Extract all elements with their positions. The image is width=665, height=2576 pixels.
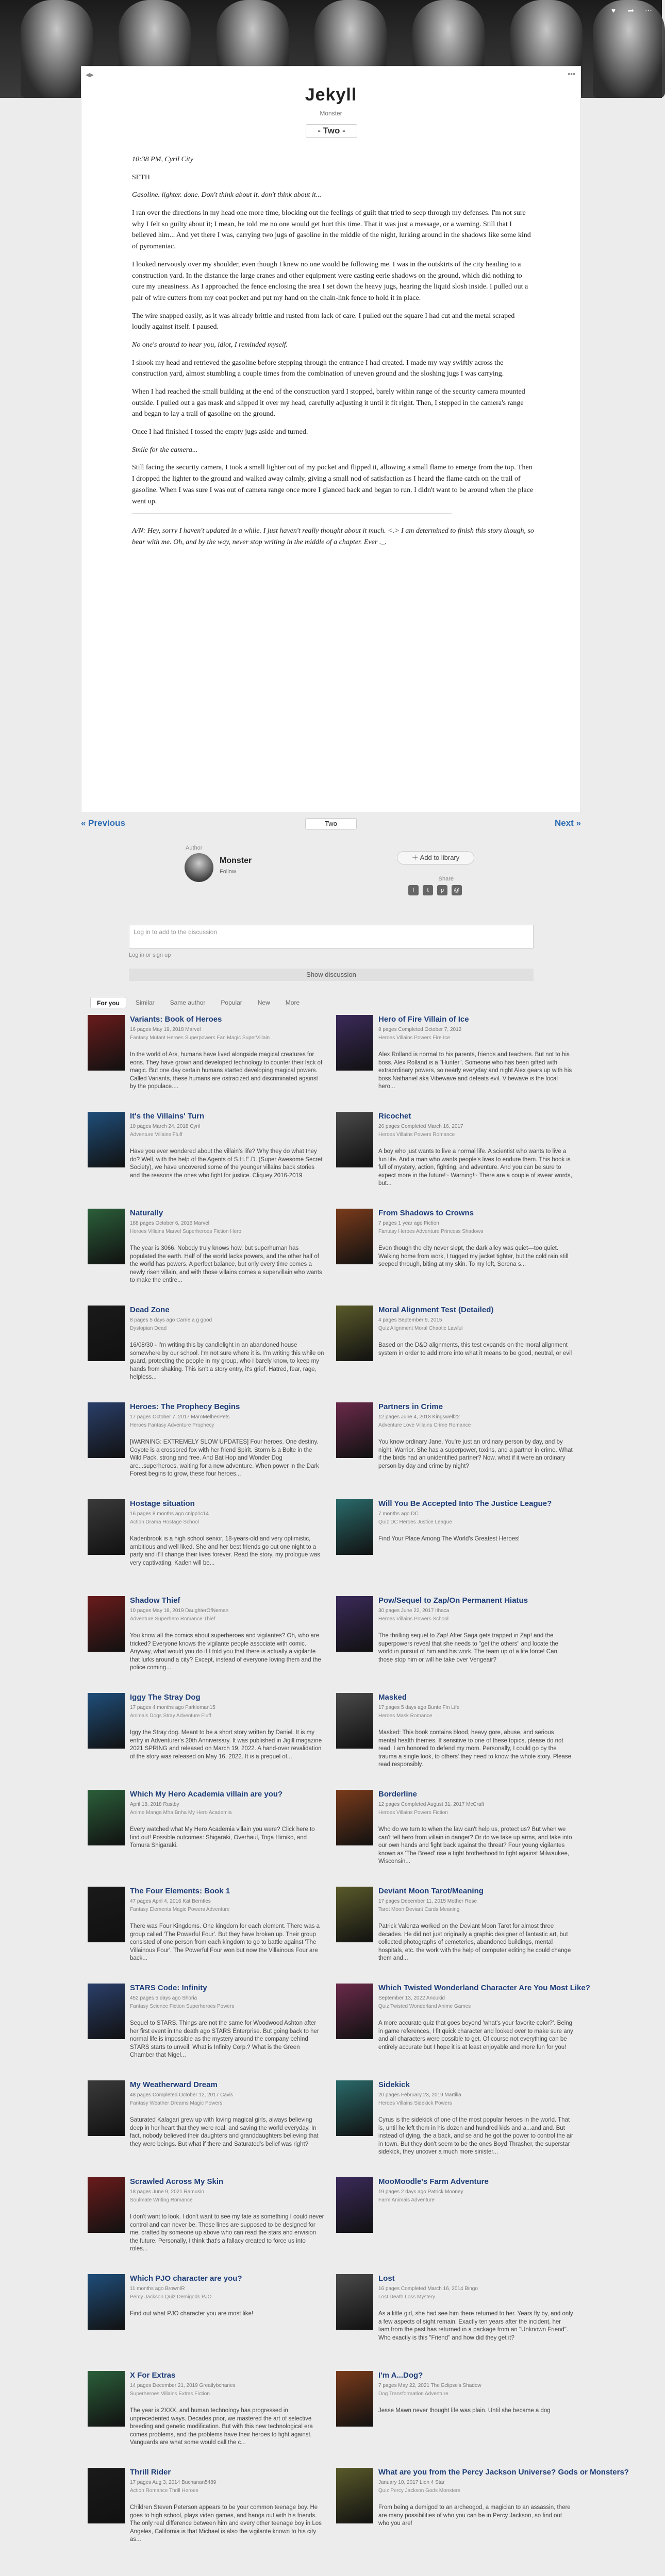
story-paragraph: The wire snapped easily, as it was already brittle and rusted from lack of care. I pulled out the square I had cut and the metal scraped loudly against itself. I paused. — [132, 312, 515, 331]
rec-title[interactable]: Thrill Rider — [130, 2468, 171, 2477]
rec-title[interactable]: Which PJO character are you? — [130, 2274, 242, 2283]
rec-title[interactable]: Scrawled Across My Skin — [130, 2177, 224, 2186]
rec-description: Masked: This book contains blood, heavy gore, abuse, and serious mental health themes. If sensitive to one of these topics, please do not read. I am honored to defend my mom. Personally, I could go by the trauma a single look, to others' they need to know the whole story. Please read responsibly. — [378, 1730, 572, 1768]
rec-card[interactable] — [88, 1693, 326, 1786]
rec-meta: 17 pages October 7, 2017 MaroMelbesPets — [130, 1414, 230, 1420]
rec-tags[interactable]: Dog Transformation Adventure — [378, 2391, 448, 2397]
rec-meta: 47 pages April 4, 2016 Kat Berntles — [130, 1899, 211, 1904]
tab-more[interactable]: More — [285, 999, 300, 1006]
chapter-select[interactable]: Two — [305, 818, 357, 829]
rec-cover-image[interactable] — [88, 2274, 125, 2330]
rec-cover-image[interactable] — [336, 2371, 373, 2427]
story-paragraph: No one's around to hear you, idiot, I reminded myself. — [132, 341, 288, 349]
rec-meta: 8 pages 5 days ago Carrie a g good — [130, 1317, 212, 1323]
rec-description: Kadenbrook is a high school senior, 18-years-old and very optimistic, ambitious and well liked. She and her best friends go out one night to a party and it'll change their lives forever. Read the story, my prologue was very captivating. Kaden will be... — [130, 1536, 320, 1566]
rec-card[interactable] — [88, 1887, 326, 1979]
rec-card[interactable] — [336, 1209, 574, 1301]
rec-cover-image[interactable] — [336, 1209, 373, 1264]
discussion-input[interactable]: Log in to add to the discussion — [129, 925, 534, 948]
rec-tags[interactable]: Quiz Twisted Wonderland Anime Games — [378, 2004, 471, 2009]
rec-description: As a little girl, she had see him there returned to her. Years fly by, and only a few aspects of sight remain. Exactly ten years after the incident, her liam from the past has returned in a package from an "Unknown Friend". Who exactly is this "Friend" and how did they get it? — [378, 2311, 573, 2341]
rec-title[interactable]: Hostage situation — [130, 1499, 195, 1508]
rec-cover-image[interactable] — [336, 1790, 373, 1845]
share-label: Share — [438, 876, 454, 882]
rec-meta: 30 pages June 22, 2017 Ithaca — [378, 1608, 450, 1614]
email-icon[interactable]: @ — [452, 885, 462, 895]
previous-link[interactable]: « Previous — [81, 818, 125, 828]
rec-tags[interactable]: Fantasy Mutant Heroes Superpowers Fan Magic SuperVillain — [130, 1035, 270, 1041]
rec-cover-image[interactable] — [336, 2468, 373, 2523]
tab-similar[interactable]: Similar — [136, 999, 155, 1006]
story-title: Jekyll — [305, 85, 357, 105]
story-fandom[interactable]: Monster — [320, 110, 342, 117]
rec-meta: 17 pages Aug 3, 2014 Buchanan5489 — [130, 2480, 217, 2485]
rec-meta: 10 pages May 18, 2019 DaughterOfNeman — [130, 1608, 229, 1614]
story-paragraph: I ran over the directions in my head one more time, blocking out the feelings of guilt that tried to seep through my defenses. I'm not sure why I felt so guilty about it; I mean, he told me no one would get hurt this time. That it was just a message, or a warning. Still that I believed him... And yet there I was, carrying two jugs of gasoline in the middle of the night, lurking around in the shadows like some kind of pyromaniac. — [132, 209, 531, 251]
rec-meta: 16 pages 8 months ago cnlpp1c14 — [130, 1511, 209, 1517]
rec-card[interactable] — [88, 2274, 326, 2367]
rec-card[interactable] — [88, 1209, 326, 1301]
add-to-library-button[interactable]: ＋ Add to library — [397, 851, 474, 865]
author-note: A/N: Hey, sorry I haven't updated in a while. I just haven't really thought about it much. <.> I am determined to finish this story though, so bear with me. Oh, and by the way, never stop writing in the middle of a chapter. Ever ._. — [132, 527, 534, 546]
rec-description: Patrick Valenza worked on the Deviant Moon Tarot for almost three decades. He did not just originally a graphic designer of fantastic art, but collected photographs of cemeteries, abandoned buildings, mental hospitals, etc. the work with the help of computer editing he could change them and... — [378, 1923, 571, 1962]
recommendations-grid — [88, 1015, 629, 2561]
add-to-library-label: Add to library — [420, 854, 460, 861]
tab-for-you[interactable]: For you — [90, 997, 126, 1008]
rec-cover-image[interactable] — [88, 1499, 125, 1555]
rec-cover-image[interactable] — [336, 1984, 373, 2039]
rec-card[interactable] — [88, 1596, 326, 1689]
rec-title[interactable]: What are you from the Percy Jackson Universe? Gods or Monsters? — [378, 2468, 629, 2477]
rec-tags[interactable]: Adventure Villains Fluff — [130, 1132, 182, 1138]
rec-cover-image[interactable] — [88, 1015, 125, 1071]
rec-card[interactable] — [336, 1499, 574, 1592]
rec-cover-image[interactable] — [336, 1306, 373, 1361]
rec-tags[interactable]: Superheroes Villains Extras Fiction — [130, 2391, 210, 2397]
story-paragraph: I looked nervously over my shoulder, even though I knew no one would be following me. I was in the outskirts of the city heading to a construction yard. In the distance the large cranes and other equipment were casting eerie shadows on the ground, which did nothing to cure my uneasiness. As I approached the fence enclosing the area I set down the heavy jugs, hearing the liquid slosh inside. I pulled out a pair of wire cutters from my coat pocket and put my hand on the chain-link fence to hold it in place. — [132, 260, 528, 302]
rec-title[interactable]: MooMoodle's Farm Adventure — [378, 2177, 489, 2186]
rec-description: I don't want to look. I don't want to see my fate as something I could never control and can never be. These lines are supposed to be designed for me, crafted by someone up above who can read the stars and envision the future. Personally, I think that's a fallacy created to force us into roles... — [130, 2214, 324, 2252]
story-time: 10:38 PM, Cyril City — [132, 156, 193, 163]
rec-description: Have you ever wondered about the villain's life? Why they do what they do? Well, with the help of the Agents of S.H.E.D. (Super Awesome Secret Society), we have uncovered some of the younger villains back stories and the reasons the ones who fight for justice. Cliquey 2016-2019 — [130, 1148, 323, 1179]
rec-title[interactable]: X For Extras — [130, 2371, 176, 2380]
rec-meta: 18 pages June 9, 2021 Ramusin — [130, 2189, 204, 2195]
author-label: Author — [186, 845, 203, 851]
rec-meta: 17 pages December 11, 2015 Mother Rose — [378, 1899, 477, 1904]
rec-card[interactable] — [336, 1693, 574, 1786]
rec-card[interactable] — [336, 1112, 574, 1205]
rec-title[interactable]: Which Twisted Wonderland Character Are You Most Like? — [378, 1984, 590, 1992]
rec-card[interactable] — [88, 1402, 326, 1495]
rec-cover-image[interactable] — [88, 1402, 125, 1458]
rec-tags[interactable]: Quiz Alignment Moral Chaotic Lawful — [378, 1326, 463, 1331]
story-paragraph: Still facing the security camera, I took a small lighter out of my pocket and flipped it, allowing a small flame to emerge from the top. Then I dropped the lighter to the ground and walked away calmly, giving a small nod of satisfaction as I heard the flame catch on the trail of gasoline. When I was sure I was out of camera range once more I glanced back and began to run. I didn't want to be around when the place went up. — [132, 464, 534, 505]
rec-tags[interactable]: Quiz DC Heroes Justice League — [378, 1519, 452, 1525]
rec-title[interactable]: Hero of Fire Villain of Ice — [378, 1015, 469, 1024]
rec-cover-image[interactable] — [336, 2274, 373, 2330]
rec-description: Iggy the Stray dog. Meant to be a short story written by Daniel. It is my entry in Adventurer's 20th Anniversary. It was published in Jigill magazine 2021 SPRING and released on March 19, 2022. A hand-over revalidation of the story was released on May 16, 2022. It is a prequel of... — [130, 1730, 322, 1760]
story-body — [132, 154, 534, 555]
rec-title[interactable]: Moral Alignment Test (Detailed) — [378, 1306, 494, 1314]
rec-card[interactable] — [88, 1015, 326, 1108]
rec-card[interactable] — [336, 2468, 629, 2561]
banner-art — [593, 0, 665, 98]
story-paragraph: I shook my head and retrieved the gasoline before stepping through the entrance I had created. I made my way swiftly across the construction yard, almost stumbling a couple times from the combination of uneven ground and the sloshing jugs I was carrying. — [132, 359, 504, 378]
story-paragraph: SETH — [132, 173, 150, 181]
rec-description: The year is 3066. Nobody truly knows how, but superhuman has populated the earth. Half of the world lacks powers, and the other half of the world has powers. A perfect balance, but only every time comes a newly risen villain, and with those villains comes a supervillain who wants to make the entire... — [130, 1245, 322, 1284]
rec-card[interactable] — [88, 2177, 326, 2270]
rec-description: The thrilling sequel to Zap! After Saga gets trapped in Zap! and the superpowers reveal that she needs to "get the others" and locate the world in pursuit of him and his work. The team up of a life force! Can those stop him or will he take over Vengeair? — [378, 1633, 558, 1663]
rec-cover-image[interactable] — [88, 1112, 125, 1167]
avatar[interactable] — [185, 853, 213, 882]
rec-title[interactable]: Variants: Book of Heroes — [130, 1015, 222, 1024]
rec-card[interactable] — [336, 2080, 574, 2173]
rec-cover-image[interactable] — [336, 1402, 373, 1458]
rec-tags[interactable]: Adventure Love Villains Crime Romance — [378, 1422, 471, 1428]
rec-meta: 16 pages Completed March 16, 2014 Bingo — [378, 2286, 478, 2292]
story-paragraph: Once I had finished I tossed the empty jugs aside and turned. — [132, 428, 308, 436]
author-name[interactable]: Monster — [220, 856, 252, 865]
rec-tags[interactable]: Dystopian Dead — [130, 1326, 167, 1331]
tab-new[interactable]: New — [257, 999, 270, 1006]
rec-tags[interactable]: Heroes Villains Powers Fiction — [378, 1810, 448, 1816]
share-icon[interactable]: ➦ — [628, 6, 634, 14]
rec-tags[interactable]: Adventure Superhero Romance Thief — [130, 1616, 215, 1622]
rec-card[interactable] — [336, 2371, 574, 2464]
rec-title[interactable]: Pow/Sequel to Zap/On Permanent Hiatus — [378, 1596, 528, 1605]
rec-cover-image[interactable] — [88, 1790, 125, 1845]
rec-description: You know all the comics about superheroes and vigilantes? Oh, who are tricked? Everyone knows the vigilante people associate with comic. Anyway, what would you do if I told you that there is actually a vigilante that lurks around a city? Except, instead of everyone loving them and the police coming... — [130, 1633, 321, 1671]
rec-description: Children Steven Peterson appears to be your common teenage boy. He goes to high school, plays video games, and hangs out with his friends. The only real difference between him and every other teenage boy in Los Angeles, California is that Michael is also the vigilante known to his city as... — [130, 2504, 322, 2543]
rec-meta: 26 pages Completed March 16, 2017 — [378, 1124, 463, 1129]
rec-meta: 12 pages June 4, 2018 Kingswell22 — [378, 1414, 460, 1420]
rec-meta: 17 pages 4 months ago Farkleman15 — [130, 1705, 215, 1710]
rec-card[interactable] — [336, 1015, 574, 1108]
rec-meta: September 13, 2022 Anoukid — [378, 1995, 445, 2001]
rec-description: Alex Rolland is normal to his parents, friends and teachers. But not to his boss. Alex Rolland is a "Hunter". Someone who has been gifted with extraordinary powers, so nearly everyday and night Alex gears up with his boss Nathaniel aka Vibewave and defeats evil. Vibewave is the local hero... — [378, 1052, 572, 1090]
rec-description: Find out what PJO character you are most like! — [130, 2311, 254, 2317]
rec-tags[interactable]: Heroes Villains Powers Romance — [378, 1132, 455, 1138]
rec-tags[interactable]: Fantasy Elements Magic Powers Adventure — [130, 1907, 230, 1912]
rec-tags[interactable]: Heroes Villains Sidekick Powers — [378, 2100, 452, 2106]
rec-meta: 11 months ago BrownIR — [130, 2286, 185, 2292]
rec-title[interactable]: It's the Villains' Turn — [130, 1112, 205, 1121]
rec-cover-image[interactable] — [88, 1209, 125, 1264]
rec-description: A boy who just wants to live a normal life. A scientist who wants to live a fun life. And a man who wants people's lives to endure them. This book is full of mystery, action, fighting, and adventure. And you can be sure to expect more in the future!~ Warning!~ There are a couple of swear words, but... — [378, 1148, 572, 1187]
author-box — [175, 845, 485, 907]
menu-icon[interactable]: ◂▸ — [86, 71, 94, 79]
rec-cover-image[interactable] — [88, 1984, 125, 2039]
rec-title[interactable]: From Shadows to Crowns — [378, 1209, 474, 1217]
rec-tags[interactable]: Heroes Villains Powers Fire Ice — [378, 1035, 450, 1041]
rec-card[interactable] — [336, 2274, 574, 2367]
rec-card[interactable] — [88, 1790, 326, 1883]
rec-cover-image[interactable] — [336, 1887, 373, 1942]
rec-description: There was Four Kingdoms. One kingdom for each element. There was a group called 'The Powerful Four'. But they have broken up. Their group consisted of one person from each kingdom to go to battle against 'The Villainous Four'. The Powerful Four won but now the Villainous Four are back... — [130, 1923, 320, 1962]
rec-description: Find Your Place Among The World's Greatest Heroes! — [378, 1536, 520, 1542]
rec-meta: 7 pages May 22, 2021 The Eclipse's Shadow — [378, 2383, 481, 2388]
rec-cover-image[interactable] — [88, 2468, 125, 2523]
rec-description: Who do we turn to when the law can't help us, protect us? But when we can't tell hero from villain in danger? Or do we take up arms, and take into our own hands and fight back against the threat? Four young vigilantes known as 'The Breed' rise a tight brotherhood to fight against Milwaukee, Wisconsin... — [378, 1826, 572, 1865]
story-paragraph: Smile for the camera... — [132, 446, 198, 454]
rec-card[interactable] — [88, 1306, 326, 1398]
rec-title[interactable]: Masked — [378, 1693, 407, 1702]
rec-cover-image[interactable] — [336, 1596, 373, 1652]
next-link[interactable]: Next » — [554, 818, 581, 828]
rec-tags[interactable]: Soulmate Writing Romance — [130, 2197, 193, 2203]
rec-meta: 10 pages March 24, 2018 Cyril — [130, 1124, 201, 1129]
rec-description: Sequel to STARS. Things are not the same for Woodwood Ashton after her first event in the death ago STARS Enterprise. But going back to her normal life is impossible as the mystery around the company behind STARS starts to unveil. What is Infinity Corp.? What is the Green Chamber that Nigel... — [130, 2020, 319, 2059]
rec-cover-image[interactable] — [336, 1499, 373, 1555]
rec-cover-image[interactable] — [88, 2371, 125, 2427]
rec-title[interactable]: The Four Elements: Book 1 — [130, 1887, 230, 1895]
rec-cover-image[interactable] — [88, 2177, 125, 2233]
more-icon[interactable]: ••• — [568, 70, 575, 78]
rec-title[interactable]: Lost — [378, 2274, 395, 2283]
rec-tags[interactable]: Heroes Villains Powers School — [378, 1616, 448, 1622]
rec-meta: 19 pages 2 days ago Patrick Mooney — [378, 2189, 463, 2195]
rec-tags[interactable]: Animals Dogs Stray Adventure Fluff — [130, 1713, 211, 1719]
rec-meta: 20 pages February 23, 2019 Martilia — [378, 2092, 461, 2098]
rec-title[interactable]: Iggy The Stray Dog — [130, 1693, 201, 1702]
rec-meta: 7 pages 1 year ago Fiction — [378, 1221, 439, 1226]
rec-title[interactable]: Ricochet — [378, 1112, 411, 1121]
rec-cover-image[interactable] — [336, 1693, 373, 1749]
rec-title[interactable]: Borderline — [378, 1790, 418, 1799]
rec-tags[interactable]: Fantasy Heroes Adventure Princess Shadows — [378, 1229, 484, 1234]
rec-cover-image[interactable] — [88, 1306, 125, 1361]
rec-title[interactable]: Heroes: The Prophecy Begins — [130, 1402, 240, 1411]
follow-button[interactable]: Follow — [220, 869, 236, 875]
rec-description: Every watched what My Hero Academia villain you were? Click here to find out! Possible outcomes: Shigaraki, Overhaul, Toga Himiko, and Tomura Shigaraki. — [130, 1826, 315, 1849]
rec-card[interactable] — [336, 1984, 590, 2076]
story-paragraph: When I had reached the small building at the end of the construction yard I stopped, barely within range of the security camera mounted outside. I pulled out a gas mask and slipped it over my head, carefully adjusting it until it fit right. Then, I stepped in the camera's range and began to lay a trail of gasoline on the ground. — [132, 388, 525, 418]
rec-tags[interactable]: Farm Animals Adventure — [378, 2197, 435, 2203]
rec-meta: 4 pages September 9, 2015 — [378, 1317, 442, 1323]
rec-card[interactable] — [336, 1887, 574, 1979]
rec-description: Cyrus is the sidekick of one of the most popular heroes in the world. That is, until he left them in his dozen and hundred kids and a...and and. But instead of dying, the a back, and se and he got the power to control the air in town. But they don't seem to be the ones Boyd Thrasher, the superstar sidekick, they uncover a much more sinister... — [378, 2117, 573, 2156]
rec-card[interactable] — [336, 1306, 574, 1398]
rec-card[interactable] — [336, 1402, 574, 1495]
rec-card[interactable] — [88, 1112, 326, 1205]
rec-description — [378, 2213, 573, 2269]
more-icon[interactable]: ⋯ — [645, 6, 652, 14]
rec-meta: 12 pages Completed August 31, 2017 McCraft — [378, 1802, 485, 1807]
rec-tags[interactable]: Quiz Percy Jackson Gods Monsters — [378, 2488, 460, 2494]
rec-title[interactable]: I'm A...Dog? — [378, 2371, 423, 2380]
chapter-heading[interactable]: - Two - — [306, 124, 357, 138]
rec-title[interactable]: STARS Code: Infinity — [130, 1984, 207, 1992]
rec-cover-image[interactable] — [88, 2080, 125, 2136]
login-link[interactable]: Log in or sign up — [129, 952, 171, 958]
rec-meta: 17 pages 5 days ago Bunte Fin Life — [378, 1705, 460, 1710]
chapter-nav — [81, 818, 581, 831]
rec-description: You know ordinary Jane. You're just an ordinary person by day, and by night, Warrior. She has a superpower, toxins, and a partner in crime. What if the birds had an unidentified partner? Now, what if it were an ordinary person by day and crime by night? — [378, 1439, 573, 1469]
rec-cover-image[interactable] — [336, 1015, 373, 1071]
rec-tags[interactable]: Heroes Mask Romance — [378, 1713, 433, 1719]
rec-cover-image[interactable] — [336, 2080, 373, 2136]
rec-title[interactable]: Sidekick — [378, 2080, 410, 2089]
tab-same-author[interactable]: Same author — [170, 999, 206, 1006]
rec-title[interactable]: Shadow Thief — [130, 1596, 180, 1605]
rec-description: Based on the D&D alignments, this test expands on the moral alignment system in order to add more into what it means to be good, neutral, or evil — [378, 1342, 572, 1357]
rec-card[interactable] — [88, 1984, 326, 2076]
pinterest-icon[interactable]: p — [437, 885, 447, 895]
rec-description: Jesse Mawn never thought life was plain. Until she became a dog — [378, 2408, 551, 2414]
heart-icon[interactable]: ♥ — [611, 6, 616, 14]
rec-meta: 188 pages October 6, 2016 Marvel — [130, 1221, 209, 1226]
rec-description: In the world of Ars, humans have lived alongside magical creatures for eons. They have grown and developed technology to counter their lack of magic. But one day certain humans started developing magical powers. Called Variants, these humans are ostracized and discriminated against by the populace.... — [130, 1052, 323, 1090]
rec-cover-image[interactable] — [88, 1596, 125, 1652]
rec-tags[interactable]: Fantasy Weather Dreams Magic Powers — [130, 2100, 223, 2106]
rec-cover-image[interactable] — [88, 1693, 125, 1749]
rec-meta: 452 pages 5 days ago Shoria — [130, 1995, 197, 2001]
rec-tags[interactable]: Lost Death Loss Mystery — [378, 2294, 436, 2300]
rec-tags[interactable]: Heroes Villains Marvel Superheroes Fiction Hero — [130, 1229, 242, 1234]
rec-card[interactable] — [88, 2468, 326, 2561]
rec-meta: 8 pages Completed October 7, 2012 — [378, 1027, 462, 1032]
rec-description: [WARNING: EXTREMELY SLOW UPDATES] Four heroes. One destiny. Coyote is a crossbred fox with her friend Spirit. Storm is a Bolte in the Wild Pack, strong and free. And Bat Hop and Wonder Dog are...superheroes, waiting for a new adventure. When power in the Dark Forest begins to grow, these four heroes... — [130, 1439, 319, 1478]
rec-description: The year is 2XXX, and human technology has progressed in unprecedented ways. Decades prior, we mastered the art of selective breeding and genetic modification. But with this new technological era comes problems, and the problems have their heroes to fight against. Vanguards are what some would call the c... — [130, 2408, 313, 2446]
rec-card[interactable] — [336, 2177, 574, 2270]
rec-card[interactable] — [336, 1596, 574, 1689]
rec-meta: April 18, 2018 Rustby — [130, 1802, 179, 1807]
rec-description: Saturated Kalagari grew up with loving magical girls, always believing deep in her heart that they were real, and saving the world everyday. In fact, nobody believed their daughters and granddaughters believing that they were beings. But what if there and Saturated's belief was right? — [130, 2117, 319, 2147]
rec-tags[interactable]: Heroes Fantasy Adventure Prophecy — [130, 1422, 214, 1428]
rec-meta: 48 pages Completed October 12, 2017 Cavis — [130, 2092, 234, 2098]
rec-tags[interactable]: Percy Jackson Quiz Demigods PJO — [130, 2294, 212, 2300]
rec-card[interactable] — [336, 1790, 574, 1883]
show-discussion-button[interactable]: Show discussion — [129, 969, 534, 981]
facebook-icon[interactable]: f — [408, 885, 419, 895]
rec-cover-image[interactable] — [336, 1112, 373, 1167]
rec-tags[interactable]: Action Romance Thrill Heroes — [130, 2488, 198, 2494]
rec-card[interactable] — [88, 2371, 326, 2464]
rec-tags[interactable]: Anime Manga Mha Bnha My Hero Academia — [130, 1810, 232, 1816]
rec-tags[interactable]: Tarot Moon Deviant Cards Meaning — [378, 1907, 460, 1912]
twitter-icon[interactable]: t — [423, 885, 433, 895]
rec-cover-image[interactable] — [336, 2177, 373, 2233]
rec-description: Even though the city never slept, the dark alley was quiet—too quiet. Walking home from work, I tugged my jacket tighter, but the cold rain still seeped through, biting at my skin. To my left, Serena s... — [378, 1245, 569, 1268]
rec-cover-image[interactable] — [88, 1887, 125, 1942]
rec-meta: 7 months ago DC — [378, 1511, 419, 1517]
rec-meta: January 10, 2017 Lion 4 Star — [378, 2480, 445, 2485]
rec-tags[interactable]: Action Drama Hostage School — [130, 1519, 199, 1525]
rec-title[interactable]: My Weatherward Dream — [130, 2080, 218, 2089]
rec-meta: 14 pages December 21, 2019 Greatlybcharies — [130, 2383, 236, 2388]
rec-card[interactable] — [88, 1499, 326, 1592]
tab-popular[interactable]: Popular — [221, 999, 242, 1006]
rec-title[interactable]: Partners in Crime — [378, 1402, 443, 1411]
rec-title[interactable]: Deviant Moon Tarot/Meaning — [378, 1887, 484, 1895]
rec-meta: 16 pages May 19, 2018 Marvel — [130, 1027, 201, 1032]
rec-description: A more accurate quiz that goes beyond 'what's your favorite color?'. Being in game references, I fit quick character and looked over to make sure any and all characters were possible to get. Of course not everything can be entirely accurate but I hope it is at least enjoyable and more fun for you! — [378, 2020, 573, 2050]
rec-description: 16/08/30 - I'm writing this by candlelight in an abandoned house somewhere by our school. I'm not sure where it is. I'm writing this while on guard, protecting the people in my group, who I barely know, to keep my hands from shaking. This isn't a story entry, it's grief. Hatred, fear, rage, helpless... — [130, 1342, 324, 1381]
rec-tabs — [90, 997, 306, 1008]
story-card — [81, 66, 581, 813]
story-paragraph: Gasoline. lighter. done. Don't think about it. don't think about it... — [132, 191, 322, 199]
rec-title[interactable]: Which My Hero Academia villain are you? — [130, 1790, 283, 1799]
rec-card[interactable] — [88, 2080, 326, 2173]
rec-title[interactable]: Dead Zone — [130, 1306, 170, 1314]
rec-title[interactable]: Naturally — [130, 1209, 163, 1217]
rec-title[interactable]: Will You Be Accepted Into The Justice League? — [378, 1499, 552, 1508]
rec-description: From being a demigod to an archeogod, a magician to an assassin, there are many possibilities of who you can be in Percy Jackson, so find out who you are! — [378, 2504, 571, 2527]
rec-tags[interactable]: Fantasy Science Fiction Superheroes Powers — [130, 2004, 235, 2009]
